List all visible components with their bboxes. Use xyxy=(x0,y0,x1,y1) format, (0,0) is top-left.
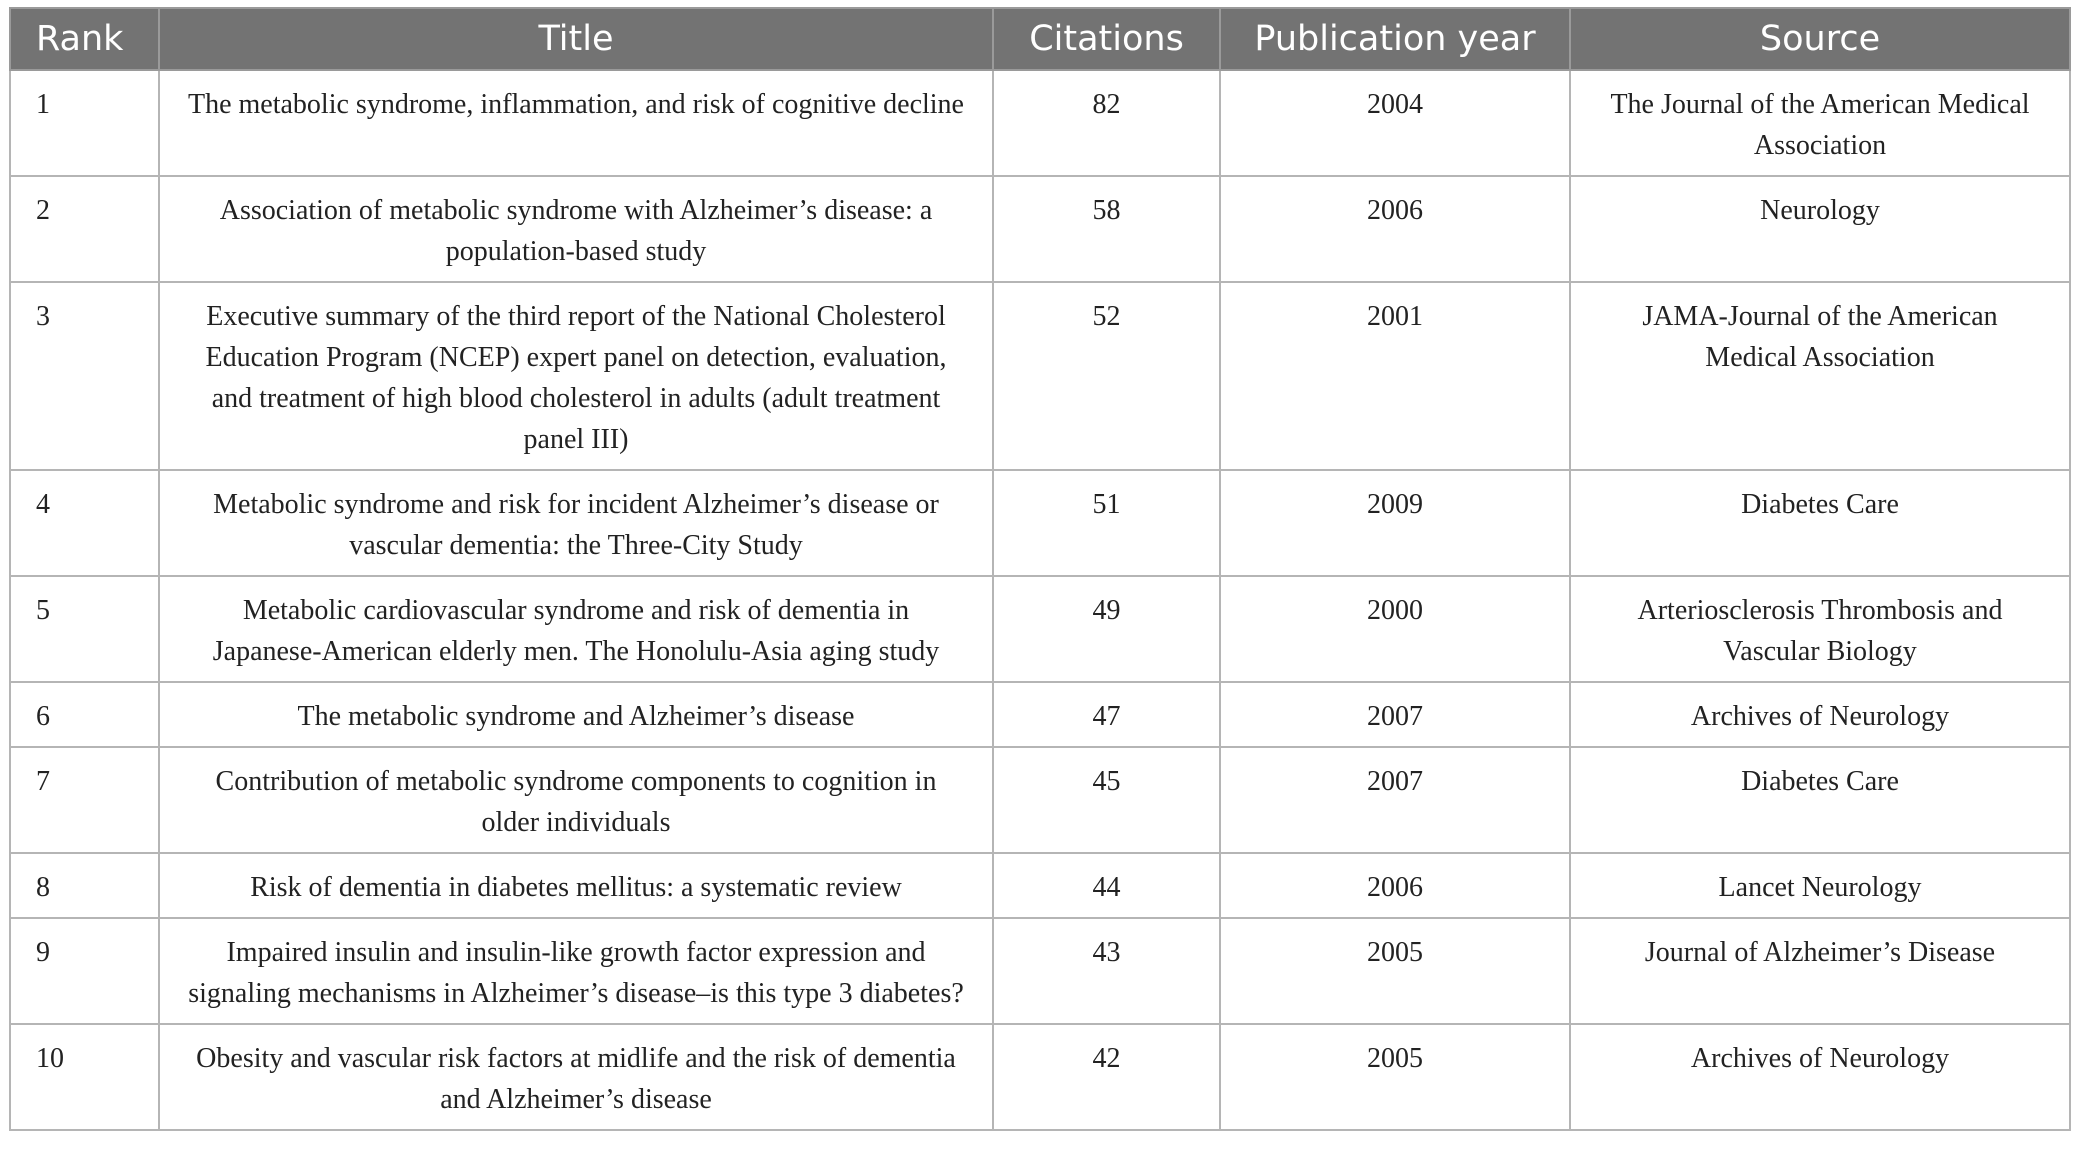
column-header-publication-year: Publication year xyxy=(1220,8,1570,70)
cell-year: 2001 xyxy=(1220,282,1570,470)
cell-title: Impaired insulin and insulin-like growth factor expression and signaling mechanisms in Alzheimer’s disease–is this type 3 diabetes? xyxy=(159,918,993,1024)
column-header-citations: Citations xyxy=(993,8,1220,70)
cell-source: Neurology xyxy=(1570,176,2070,282)
cell-source: Journal of Alzheimer’s Disease xyxy=(1570,918,2070,1024)
cell-source: Archives of Neurology xyxy=(1570,682,2070,747)
table-row xyxy=(10,853,2070,918)
header-row xyxy=(10,8,2070,70)
column-header-title: Title xyxy=(159,8,993,70)
cell-citations: 49 xyxy=(993,576,1220,682)
table-row xyxy=(10,576,2070,682)
cell-source: Diabetes Care xyxy=(1570,470,2070,576)
column-header-rank: Rank xyxy=(10,8,159,70)
cell-title: Metabolic cardiovascular syndrome and risk of dementia in Japanese-American elderly men. The Honolulu-Asia aging study xyxy=(159,576,993,682)
cell-year: 2006 xyxy=(1220,176,1570,282)
table-row xyxy=(10,682,2070,747)
cell-citations: 43 xyxy=(993,918,1220,1024)
cell-rank: 7 xyxy=(10,747,159,853)
table-body xyxy=(10,70,2070,1130)
cell-source: Lancet Neurology xyxy=(1570,853,2070,918)
table-row xyxy=(10,918,2070,1024)
cell-rank: 3 xyxy=(10,282,159,470)
cell-source: Arteriosclerosis Thrombosis and Vascular Biology xyxy=(1570,576,2070,682)
cell-citations: 51 xyxy=(993,470,1220,576)
cell-citations: 52 xyxy=(993,282,1220,470)
cell-year: 2009 xyxy=(1220,470,1570,576)
cell-citations: 82 xyxy=(993,70,1220,176)
cell-source: JAMA-Journal of the American Medical Association xyxy=(1570,282,2070,470)
cell-year: 2007 xyxy=(1220,682,1570,747)
cell-rank: 8 xyxy=(10,853,159,918)
cell-citations: 44 xyxy=(993,853,1220,918)
cell-citations: 58 xyxy=(993,176,1220,282)
cell-title: Risk of dementia in diabetes mellitus: a systematic review xyxy=(159,853,993,918)
cell-citations: 47 xyxy=(993,682,1220,747)
cell-citations: 42 xyxy=(993,1024,1220,1130)
cell-rank: 10 xyxy=(10,1024,159,1130)
cell-year: 2004 xyxy=(1220,70,1570,176)
cell-rank: 2 xyxy=(10,176,159,282)
cell-title: Contribution of metabolic syndrome components to cognition in older individuals xyxy=(159,747,993,853)
table-row xyxy=(10,70,2070,176)
cell-year: 2005 xyxy=(1220,918,1570,1024)
citations-table xyxy=(9,7,2071,1131)
cell-source: The Journal of the American Medical Association xyxy=(1570,70,2070,176)
cell-rank: 5 xyxy=(10,576,159,682)
cell-source: Diabetes Care xyxy=(1570,747,2070,853)
cell-year: 2000 xyxy=(1220,576,1570,682)
cell-source: Archives of Neurology xyxy=(1570,1024,2070,1130)
cell-title: Executive summary of the third report of the National Cholesterol Education Program (NCEP) expert panel on detection, evaluation, and treatment of high blood cholesterol in adults (adult treatment panel III) xyxy=(159,282,993,470)
cell-title: The metabolic syndrome and Alzheimer’s disease xyxy=(159,682,993,747)
table-row xyxy=(10,747,2070,853)
cell-year: 2007 xyxy=(1220,747,1570,853)
cell-citations: 45 xyxy=(993,747,1220,853)
cell-year: 2005 xyxy=(1220,1024,1570,1130)
cell-rank: 1 xyxy=(10,70,159,176)
table-header xyxy=(10,8,2070,70)
cell-title: Metabolic syndrome and risk for incident Alzheimer’s disease or vascular dementia: the Three-City Study xyxy=(159,470,993,576)
column-header-source: Source xyxy=(1570,8,2070,70)
table-row xyxy=(10,176,2070,282)
cell-rank: 9 xyxy=(10,918,159,1024)
cell-title: The metabolic syndrome, inflammation, and risk of cognitive decline xyxy=(159,70,993,176)
table-row xyxy=(10,1024,2070,1130)
cell-rank: 6 xyxy=(10,682,159,747)
cell-title: Association of metabolic syndrome with Alzheimer’s disease: a population-based study xyxy=(159,176,993,282)
table-row xyxy=(10,282,2070,470)
cell-rank: 4 xyxy=(10,470,159,576)
cell-year: 2006 xyxy=(1220,853,1570,918)
cell-title: Obesity and vascular risk factors at midlife and the risk of dementia and Alzheimer’s disease xyxy=(159,1024,993,1130)
table-row xyxy=(10,470,2070,576)
citations-table-container xyxy=(9,7,2069,1131)
